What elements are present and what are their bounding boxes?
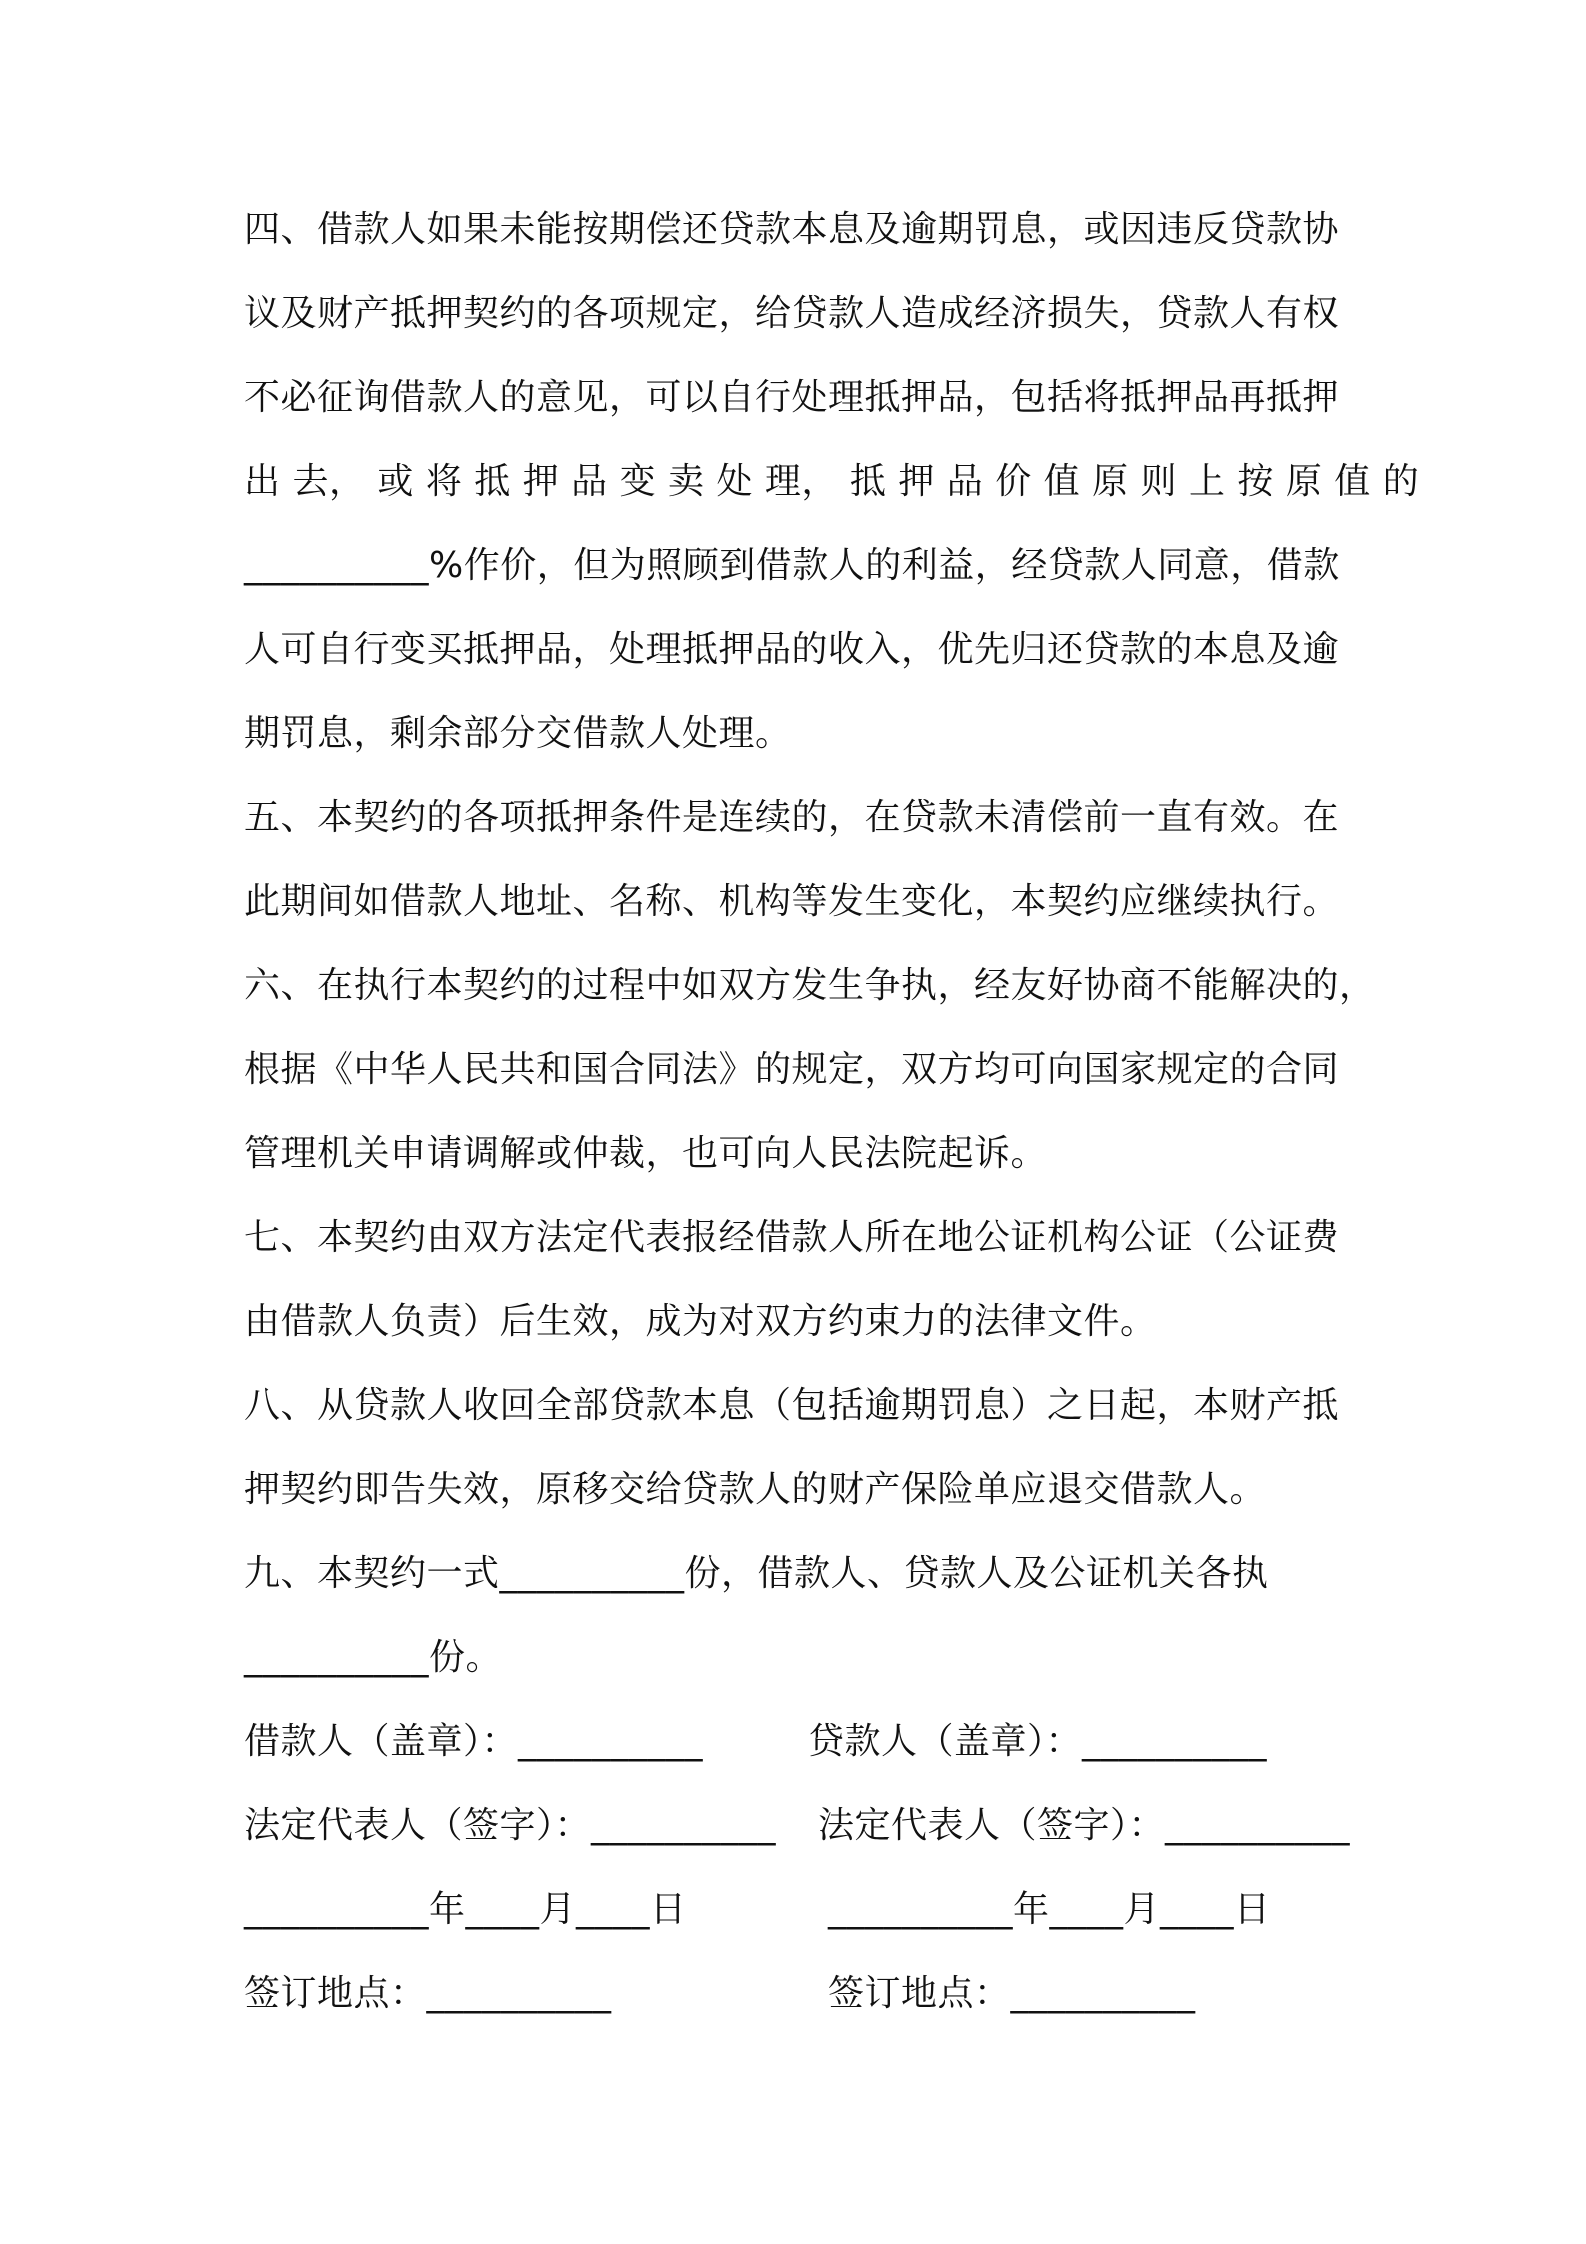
clause-7-line-2: 由借款人负责）后生效，成为对双方约束力的法律文件。 [244, 1301, 1157, 1342]
clause-9-line-2: __________份。 [244, 1637, 503, 1678]
borrower-signing-place-field: 签订地点：__________ [244, 1973, 612, 2014]
clause-6-line-2: 根据《中华人民共和国合同法》的规定，双方均可向国家规定的合同 [244, 1049, 1340, 1090]
clause-6-line-3: 管理机关申请调解或仲裁，也可向人民法院起诉。 [244, 1133, 1048, 1174]
clause-4-line-3: 不必征询借款人的意见，可以自行处理抵押品，包括将抵押品再抵押 [244, 377, 1340, 418]
clause-4-line-6: 人可自行变买抵押品，处理抵押品的收入，优先归还贷款的本息及逾 [244, 629, 1340, 670]
clause-5-line-1: 五、本契约的各项抵押条件是连续的，在贷款未清偿前一直有效。在 [244, 797, 1340, 838]
clause-4-line-1: 四、借款人如果未能按期偿还贷款本息及逾期罚息，或因违反贷款协 [244, 209, 1340, 250]
clause-4-line-4: 出 去， 或 将 抵 押 品 变 卖 处 理， 抵 押 品 价 值 原 则 上 按 原 值 的 [244, 461, 1420, 502]
clause-6-line-1: 六、在执行本契约的过程中如双方发生争执，经友好协商不能解决的， [244, 965, 1376, 1006]
lender-signing-place-field: 签订地点：__________ [828, 1973, 1196, 2014]
clause-8-line-1: 八、从贷款人收回全部贷款本息（包括逾期罚息）之日起，本财产抵 [244, 1385, 1340, 1426]
clause-9-line-1: 九、本契约一式__________份，借款人、贷款人及公证机关各执 [244, 1553, 1269, 1594]
borrower-representative-field: 法定代表人（签字）：__________ [244, 1805, 777, 1846]
clause-4-line-2: 议及财产抵押契约的各项规定，给贷款人造成经济损失，贷款人有权 [244, 293, 1340, 334]
lender-representative-field: 法定代表人（签字）：__________ [818, 1805, 1351, 1846]
clause-4-line-5: __________%作价，但为照顾到借款人的利益，经贷款人同意，借款 [244, 545, 1340, 586]
clause-4-line-7: 期罚息，剩余部分交借款人处理。 [244, 713, 792, 754]
lender-date-field: __________年____月____日 [828, 1889, 1271, 1930]
lender-seal-field: 贷款人（盖章）：__________ [808, 1721, 1268, 1762]
clause-7-line-1: 七、本契约由双方法定代表报经借款人所在地公证机构公证（公证费 [244, 1217, 1340, 1258]
borrower-seal-field: 借款人（盖章）：__________ [244, 1721, 704, 1762]
clause-8-line-2: 押契约即告失效，原移交给贷款人的财产保险单应退交借款人。 [244, 1469, 1267, 1510]
borrower-date-field: __________年____月____日 [244, 1889, 687, 1930]
clause-5-line-2: 此期间如借款人地址、名称、机构等发生变化，本契约应继续执行。 [244, 881, 1340, 922]
